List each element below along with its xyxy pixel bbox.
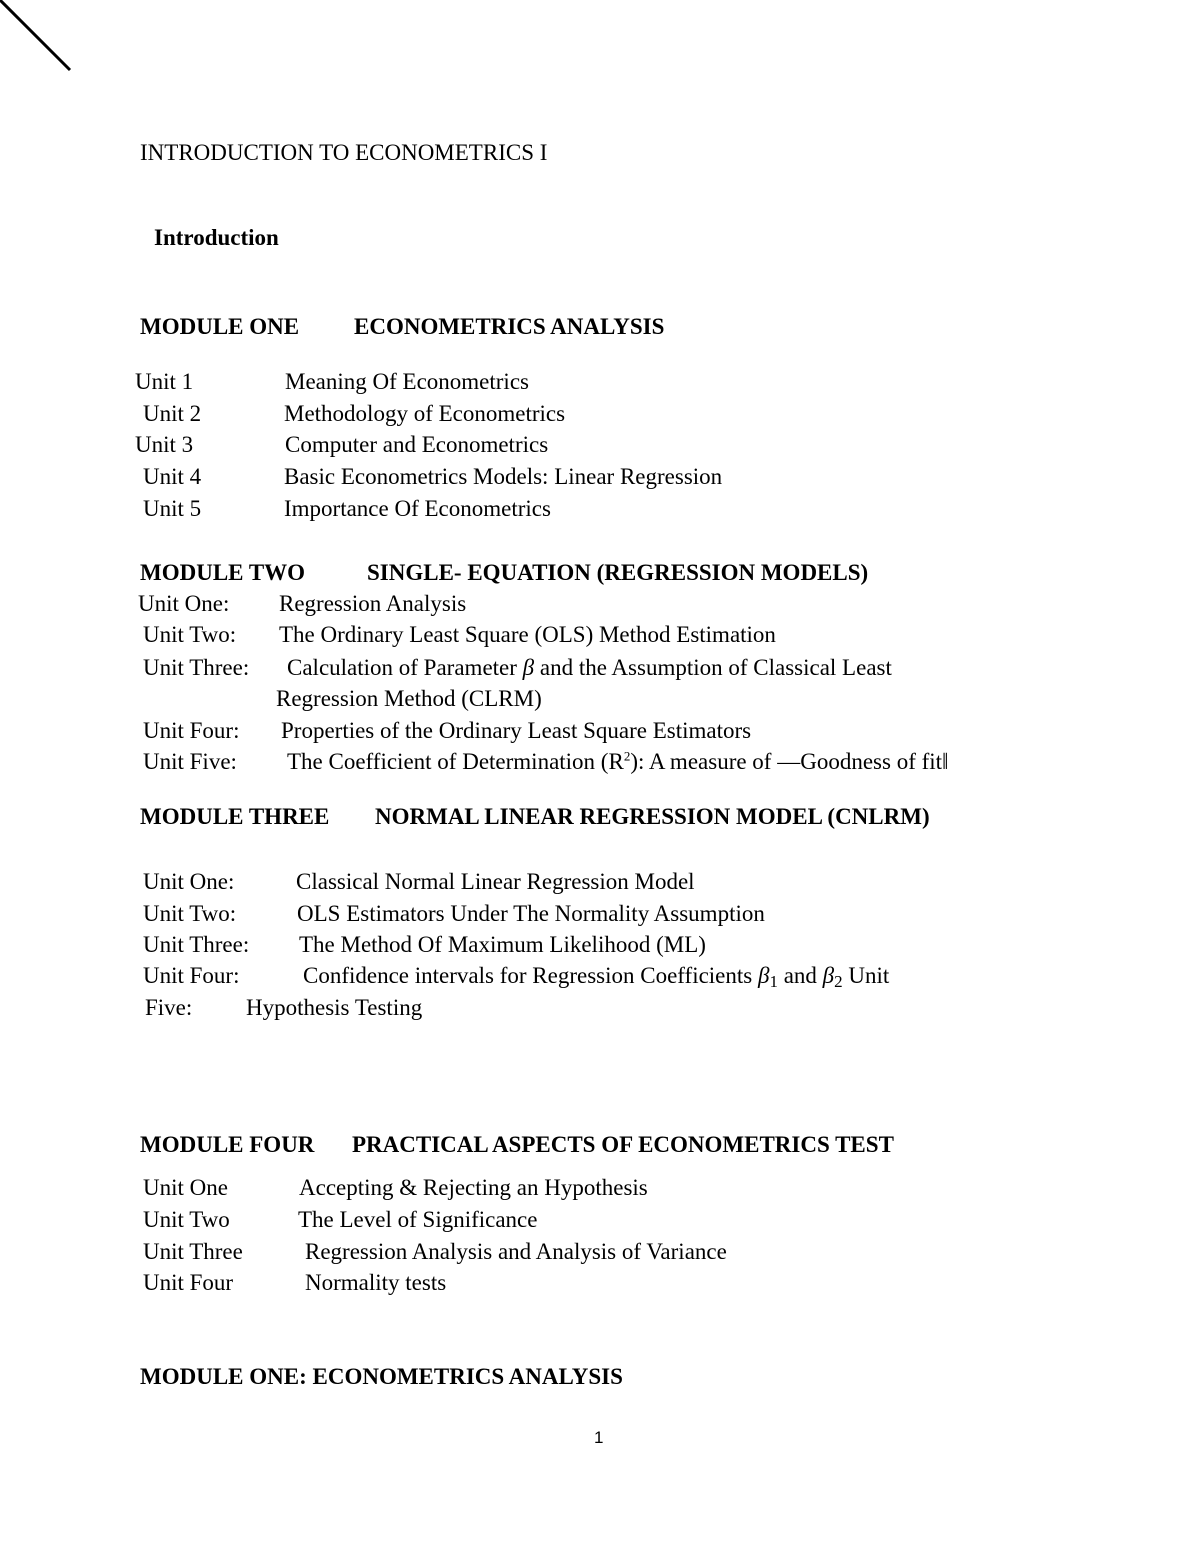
intro-heading: Introduction (154, 225, 279, 250)
module3-unit-title: The Method Of Maximum Likelihood (ML) (299, 932, 706, 957)
module1-unit-label: Unit 4 (143, 464, 202, 489)
superscript: 2 (623, 748, 631, 764)
title-part: ): A measure of ―Goodness of fit‖ (630, 749, 949, 774)
diagonal-line-mark (0, 0, 90, 90)
module3-unit-title: OLS Estimators Under The Normality Assumption (297, 901, 765, 926)
module1-unit-title: Basic Econometrics Models: Linear Regression (284, 464, 723, 489)
module4-title: PRACTICAL ASPECTS OF ECONOMETRICS TEST (352, 1132, 894, 1157)
module3-label: MODULE THREE (140, 804, 330, 829)
module2-unit-label: Unit Two: (143, 622, 237, 647)
module1-unit-title: Importance Of Econometrics (284, 496, 551, 521)
module4-unit-label: Unit Four (143, 1270, 234, 1295)
module2-unit-title (287, 654, 892, 682)
title-part: and (783, 963, 817, 988)
module3-unit-label: Five: (145, 995, 193, 1020)
title-part: Confidence intervals for Regression Coefficients (303, 963, 753, 988)
beta-symbol: β (522, 655, 535, 680)
module2-unit-title-continued: Regression Method (CLRM) (276, 686, 542, 711)
module2-unit-label: Unit One: (138, 591, 230, 616)
title-part: and the Assumption of Classical Least (539, 655, 892, 680)
module3-unit-label: Unit Four: (143, 963, 240, 988)
beta-symbol: β (757, 963, 770, 988)
module4-unit-label: Unit Two (143, 1207, 230, 1232)
module3-unit-title: Classical Normal Linear Regression Model (296, 869, 695, 894)
module4-unit-title: Regression Analysis and Analysis of Variance (305, 1239, 727, 1264)
module3-unit-label: Unit One: (143, 869, 235, 894)
module1-unit-label: Unit 5 (143, 496, 202, 521)
module4-unit-title: The Level of Significance (298, 1207, 538, 1232)
subscript: 1 (769, 972, 778, 991)
module2-label: MODULE TWO (140, 560, 306, 585)
subscript: 2 (834, 972, 843, 991)
module2-unit-title: Regression Analysis (279, 591, 467, 616)
module2-unit-label: Unit Four: (143, 718, 240, 743)
module2-unit-label: Unit Five: (143, 749, 237, 774)
title-part: Unit (848, 963, 890, 988)
module1-unit-title: Meaning Of Econometrics (285, 369, 529, 394)
module1-unit-title: Computer and Econometrics (285, 432, 549, 457)
module4-label: MODULE FOUR (140, 1132, 315, 1157)
module4-unit-label: Unit Three (143, 1239, 243, 1264)
module4-unit-title: Normality tests (305, 1270, 447, 1295)
module2-unit-label: Unit Three: (143, 655, 250, 680)
module1-unit-title: Methodology of Econometrics (284, 401, 566, 426)
title-part: Calculation of Parameter (287, 655, 517, 680)
module3-unit-title: Hypothesis Testing (246, 995, 423, 1020)
module4-unit-title: Accepting & Rejecting an Hypothesis (299, 1175, 648, 1200)
document-title: INTRODUCTION TO ECONOMETRICS I (140, 140, 548, 165)
module3-unit-label: Unit Three: (143, 932, 250, 957)
module2-unit-title (287, 748, 949, 776)
beta-symbol: β (822, 963, 835, 988)
module2-unit-title: Properties of the Ordinary Least Square Estimators (281, 718, 752, 743)
module1-unit-label: Unit 2 (143, 401, 202, 426)
page-number: 1 (594, 1428, 604, 1447)
module3-unit-title (303, 962, 889, 996)
module1-title: ECONOMETRICS ANALYSIS (354, 314, 665, 339)
module2-unit-title: The Ordinary Least Square (OLS) Method Estimation (279, 622, 776, 647)
module1-label: MODULE ONE (140, 314, 300, 339)
module3-unit-label: Unit Two: (143, 901, 237, 926)
module2-title: SINGLE- EQUATION (REGRESSION MODELS) (367, 560, 869, 585)
module3-title: NORMAL LINEAR REGRESSION MODEL (CNLRM) (375, 804, 930, 829)
module4-unit-label: Unit One (143, 1175, 228, 1200)
closing-heading: MODULE ONE: ECONOMETRICS ANALYSIS (140, 1364, 623, 1389)
module1-unit-label: Unit 3 (135, 432, 194, 457)
module1-unit-label: Unit 1 (135, 369, 194, 394)
title-part: The Coefficient of Determination (R (287, 749, 624, 774)
